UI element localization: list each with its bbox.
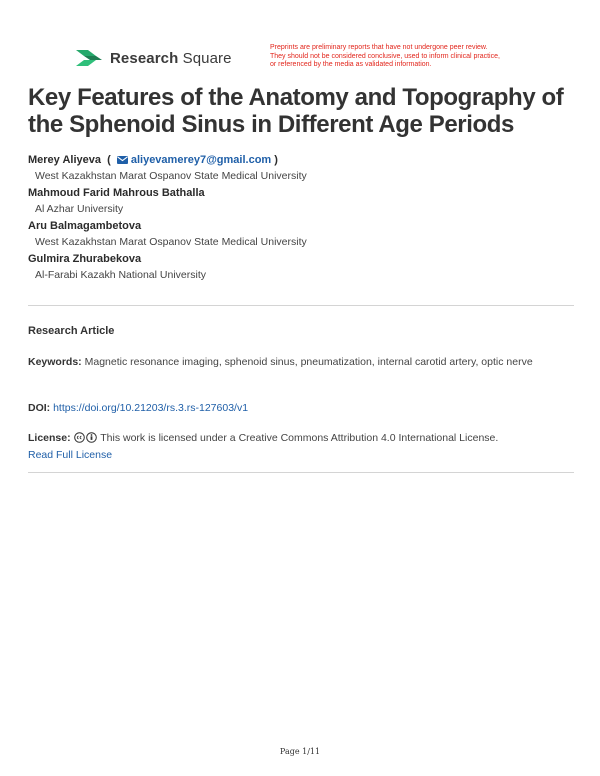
research-square-logo[interactable] (74, 47, 232, 69)
notice-line: or referenced by the media as validated information. (270, 61, 432, 69)
notice-line: Preprints are preliminary reports that have not undergone peer review. (270, 44, 488, 51)
page-number: Page 1/11 (279, 747, 321, 756)
divider (28, 305, 574, 306)
notice-line: They should not be considered conclusive, used to inform clinical practice, (270, 52, 500, 60)
attribution-icon (86, 432, 97, 443)
logo-text: Research Square (110, 49, 232, 67)
paren-open: ( (107, 154, 111, 166)
author-affiliation: West Kazakhstan Marat Ospanov State Medical University (35, 236, 307, 248)
author-entry (28, 251, 578, 283)
author-name: Mahmoud Farid Mahrous Bathalla (28, 187, 205, 199)
research-square-logo-icon (74, 47, 104, 69)
keywords-label: Keywords: (28, 356, 82, 368)
license (28, 430, 568, 464)
preprint-notice (270, 44, 570, 70)
doi-link[interactable]: https://doi.org/10.21203/rs.3.rs-127603/v1 (53, 402, 249, 414)
keywords (28, 354, 558, 371)
author-name: Aru Balmagambetova (28, 220, 142, 232)
author-affiliation: West Kazakhstan Marat Ospanov State Medical University (35, 170, 307, 182)
author-entry (28, 218, 578, 250)
author-name: Merey Aliyeva (28, 154, 101, 166)
article-type: Research Article (28, 325, 115, 337)
doi (28, 402, 248, 414)
author-name: Gulmira Zhurabekova (28, 253, 142, 265)
envelope-icon (117, 156, 128, 164)
author-affiliation: Al-Farabi Kazakh National University (35, 269, 206, 281)
author-email-link[interactable]: aliyevamerey7@gmail.com (130, 154, 272, 166)
keywords-text: Magnetic resonance imaging, sphenoid sinus, pneumatization, internal carotid artery, optic nerve (81, 356, 533, 368)
license-text: This work is licensed under a Creative Commons Attribution 4.0 International License. (97, 432, 499, 444)
read-full-license-link[interactable]: Read Full License (28, 449, 113, 461)
paren-close: ) (274, 154, 278, 166)
doi-label: DOI: (28, 402, 51, 414)
creative-commons-icon (74, 432, 85, 443)
author-entry (28, 152, 578, 184)
author-entry (28, 185, 578, 217)
license-label: License: (28, 432, 71, 444)
divider (28, 472, 574, 473)
paper-title: Key Features of the Anatomy and Topography of the Sphenoid Sinus in Different Age Periods (28, 84, 564, 138)
author-list (28, 152, 578, 284)
author-affiliation: Al Azhar University (35, 203, 124, 215)
